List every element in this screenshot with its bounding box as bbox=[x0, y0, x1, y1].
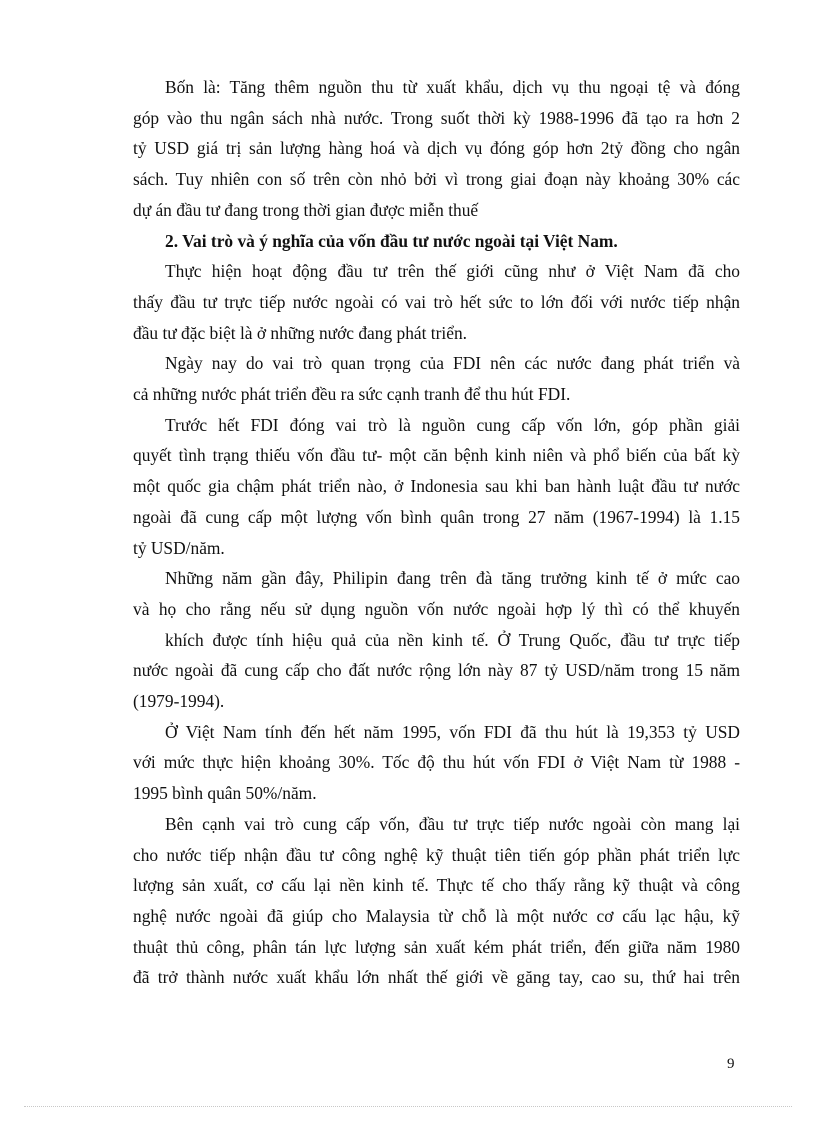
text-line: Thực hiện hoạt động đầu tư trên thế giới cũng như ở Việt Nam đã cho bbox=[165, 261, 740, 282]
paragraph-technology-transfer bbox=[133, 809, 740, 993]
text-line: sách. Tuy nhiên con số trên còn nhỏ bởi vì trong giai đoạn này khoảng 30% các bbox=[133, 169, 740, 190]
paragraph-fdi-competition bbox=[133, 348, 740, 409]
section-heading: 2. Vai trò và ý nghĩa của vốn đầu tư nước ngoài tại Việt Nam. bbox=[165, 230, 618, 251]
text-line: một quốc gia chậm phát triển nào, ở Indonesia sau khi ban hành luật đầu tư nước bbox=[133, 476, 740, 497]
page-number: 9 bbox=[727, 1056, 735, 1072]
text-line: dự án đầu tư đang trong thời gian được miễn thuế bbox=[133, 199, 479, 220]
text-line: Ở Việt Nam tính đến hết năm 1995, vốn FDI đã thu hút là 19,353 tỷ USD bbox=[165, 721, 740, 742]
text-line: Trước hết FDI đóng vai trò là nguồn cung cấp vốn lớn, góp phần giải bbox=[165, 414, 740, 435]
text-line: cả những nước phát triển đều ra sức cạnh tranh để thu hút FDI. bbox=[133, 384, 571, 405]
text-line: thuật thủ công, phân tán lực lượng sản xuất kém phát triển, đến giữa năm 1980 bbox=[133, 936, 740, 957]
text-line: Ngày nay do vai trò quan trọng của FDI nên các nước đang phát triển và bbox=[165, 353, 740, 374]
text-line: khích được tính hiệu quả của nền kinh tế. Ở Trung Quốc, đầu tư trực tiếp bbox=[165, 629, 740, 650]
text-line: với mức thực hiện khoảng 30%. Tốc độ thu hút vốn FDI ở Việt Nam từ 1988 - bbox=[133, 752, 740, 773]
text-line: đầu tư đặc biệt là ở những nước đang phát triển. bbox=[133, 322, 468, 343]
text-line: quyết tình trạng thiếu vốn đầu tư- một căn bệnh kinh niên và phổ biến của bất kỳ bbox=[133, 445, 740, 466]
text-line: ngoài đã cung cấp một lượng vốn bình quân trong 27 năm (1967-1994) là 1.15 bbox=[133, 506, 740, 527]
paragraph-philippines bbox=[133, 563, 740, 624]
text-line: nghệ nước ngoài đã giúp cho Malaysia từ chỗ là một nước cơ cấu lạc hậu, kỹ bbox=[133, 905, 740, 926]
page-body bbox=[133, 72, 740, 993]
text-line: Những năm gần đây, Philipin đang trên đà tăng trưởng kinh tế ở mức cao bbox=[165, 568, 740, 589]
footer-divider bbox=[24, 1106, 792, 1107]
text-line: thấy đầu tư trực tiếp nước ngoài có vai trò hết sức to lớn đối với nước tiếp nhận bbox=[133, 291, 740, 312]
paragraph-fdi-role bbox=[133, 256, 740, 348]
text-line: Bốn là: Tăng thêm nguồn thu từ xuất khẩu, dịch vụ thu ngoại tệ và đóng bbox=[165, 77, 740, 97]
text-line: và họ cho rằng nếu sử dụng nguồn vốn nước ngoài hợp lý thì có thể khuyến bbox=[133, 598, 740, 619]
text-line: đã trở thành nước xuất khẩu lớn nhất thế giới về găng tay, cao su, thứ hai trên bbox=[133, 967, 740, 988]
text-line: (1979-1994). bbox=[133, 691, 225, 712]
text-line: nước ngoài đã cung cấp cho đất nước rộng lớn này 87 tỷ USD/năm trong 15 năm bbox=[133, 660, 740, 681]
text-line: Bên cạnh vai trò cung cấp vốn, đầu tư trực tiếp nước ngoài còn mang lại bbox=[165, 813, 740, 834]
text-line: tỷ USD giá trị sản lượng hàng hoá và dịch vụ đóng góp hơn 2tỷ đồng cho ngân bbox=[133, 138, 740, 159]
text-line: lượng sản xuất, cơ cấu lại nền kinh tế. Thực tế cho thấy rằng kỹ thuật và công bbox=[133, 875, 740, 896]
text-line: 1995 bình quân 50%/năm. bbox=[133, 783, 317, 804]
text-line: tỷ USD/năm. bbox=[133, 537, 225, 558]
paragraph-revenue-contribution bbox=[133, 72, 740, 226]
text-line: cho nước tiếp nhận đầu tư công nghệ kỹ thuật tiên tiến góp phần phát triển lực bbox=[133, 844, 740, 865]
paragraph-capital-source bbox=[133, 410, 740, 564]
text-line: góp vào thu ngân sách nhà nước. Trong suốt thời kỳ 1988-1996 đã tạo ra hơn 2 bbox=[133, 107, 740, 128]
paragraph-vietnam-fdi bbox=[133, 717, 740, 809]
paragraph-china bbox=[133, 625, 740, 717]
